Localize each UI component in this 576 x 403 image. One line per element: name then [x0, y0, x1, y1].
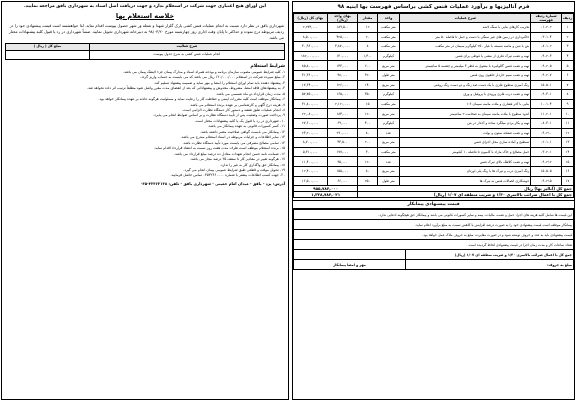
estimate-cell-code: ۰۹۰۲۰۵	[531, 61, 562, 71]
grand-total-value: ۱,۳۲۸,۷۸۴,۰۲۱	[294, 192, 358, 198]
estimate-cell-price: ۱۵۵,۰۰۰	[327, 166, 358, 176]
estimate-cell-unit: متر مکعب	[377, 42, 399, 52]
estimate-cell-total: ۸,۵۰۰,۰۰۰	[294, 32, 328, 42]
estimate-cell-code: ۱۵۰۵۰۱	[531, 80, 562, 90]
activity-desc-header: شرح فعالیت	[89, 44, 284, 50]
condition-item: ۱۷- هرگونه تغییر در مقادیر کار تا سقف ۲۵ درصد مجاز می باشد.	[189, 157, 285, 162]
condition-item: ۱۱- کسر کسورات قانونی به عهده پیمانکار می باشد.	[207, 124, 285, 129]
estimate-cell-total: ۲۳,۲۰۰,۰۰۰	[294, 128, 328, 138]
estimate-cell-code: ۰۳۰۱۰۴	[531, 32, 562, 42]
estimate-row	[294, 70, 574, 80]
estimate-cell-code: ۰۹۰۲۱۰	[531, 128, 562, 138]
proposal-body	[294, 210, 574, 250]
estimate-cell-unit: متر مکعب	[377, 32, 399, 42]
estimate-cell-total: ۳۰,۹۶۰,۰۰۰	[294, 42, 328, 52]
estimate-cell-qty: ۱۴۰	[358, 80, 378, 90]
condition-item: ۲۰- جهت کسب اطلاعات بیشتر با شماره ۰۳۵۳۲۴۶۰۰۰۰ تماس حاصل فرمایید.	[170, 173, 285, 178]
estimate-cell-qty: ۳۰	[358, 147, 378, 157]
condition-item: ۱- کلیه شرایط عمومی مصوب سازمان برنامه و بودجه همراه اسناد و مدارک پیمان جزء لاینفک پیمان می باشد.	[122, 69, 285, 74]
intro-paragraph: شهرداری باقق در نظر دارد نسبت به انجام عملیات فنس کشی پارک گلزار شهدا و شعله ور شهر حصول پیوست اقدام نماید. لذا خواهشمند است قیمت پیشنهادی خود را در ردیف مربوطه درج نموده و حداکثر تا پایان وقت اداری روز چهارشنبه مورخ ۹۸/۰۳/۲۰ به دبیرخانه شهرداری تحویل نمایید. ضمناً شهرداری در رد یا قبول کلیه پیشنهادات مختار می باشد.	[8, 23, 284, 40]
estimate-cell-desc: حمل مصالح و خاک مازاد با کامیون تا فاصله ۱۰ کیلومتر	[400, 147, 531, 157]
estimate-cell-desc: تهیه و نصب درب فلزی ورودی با پروفیل و ورق	[400, 90, 531, 100]
estimate-cell-price: ۱۳۰,۰۰۰	[327, 51, 358, 61]
estimate-cell-price: ۱۴۳,۰۰۰	[327, 61, 358, 71]
proposal-row	[294, 220, 574, 230]
estimate-cell-price: ۱۸۴,۰۰۰	[327, 109, 358, 119]
estimate-header-cell: ردیف	[561, 14, 573, 23]
condition-item: ۵- مدت زمان قرارداد دو ماه شمسی می باشد.	[215, 91, 285, 96]
estimate-cell-total: ۲۷,۶۰۰,۰۰۰	[294, 118, 328, 128]
estimate-cell-price: ۱۸۹,۵۰۰	[327, 23, 358, 33]
estimate-cell-qty: ۳۲۰	[358, 70, 378, 80]
condition-item: ۶- پیمانکار موظف است کلیه مقررات ایمنی و حفاظت کار را رعایت نماید و مسئولیت هرگونه حادثه بر عهده پیمانکار خواهد بود.	[98, 97, 285, 102]
grand-total-label: جمع کل با اعمال ضرائب بالاسری ۱/۳۰ و ضریب منطقه ای ۱/۰۷ (ریال)	[358, 192, 574, 198]
estimate-cell-price: ۲۹۰,۰۰۰	[327, 128, 358, 138]
condition-item: ۲- مبلغ سپرده شرکت در استعلام ۱۲۰/۰۰۰/۰۰۰ ریال می باشد که می بایست به حساب واریز گردد.	[140, 75, 285, 80]
estimate-cell-qty: ۲۰۰	[358, 138, 378, 148]
estimate-cell-n: ۳	[561, 42, 573, 52]
estimate-cell-price: ۹۵,۰۰۰	[327, 157, 358, 167]
estimate-row	[294, 128, 574, 138]
estimate-cell-unit: عدد	[377, 128, 399, 138]
proposal-row	[294, 240, 574, 250]
estimate-cell-price: ۳,۸۷۰,۰۰۰	[327, 42, 358, 52]
estimate-cell-n: ۴	[561, 51, 573, 61]
estimate-cell-desc: تهیه و نصب صفحه ستون و بولت	[400, 128, 531, 138]
estimate-row	[294, 90, 574, 100]
estimate-header-row	[294, 14, 574, 23]
estimate-cell-n: ۱	[561, 23, 573, 33]
estimate-cell-desc: تسطیح و آماده سازی محل اجرای فنس	[400, 138, 531, 148]
estimate-cell-code: ۰۹۰۲۰۳	[531, 51, 562, 61]
estimate-cell-qty: ۸۰	[358, 166, 378, 176]
estimate-cell-price: ۶۹,۰۰۰	[327, 118, 358, 128]
estimate-cell-unit: متر مکعب	[377, 147, 399, 157]
estimate-cell-price: ۴۳,۵۰۰	[327, 138, 358, 148]
estimate-cell-price: ۹۸,۰۰۰	[327, 70, 358, 80]
condition-item: ۳- پیشنهاد دهنده باید تمام اوراق استعلام را امضا و مهر نماید و ضمیمه پیشنهاد تسلیم کند.	[153, 80, 285, 85]
condition-item: ۹- پرداخت صورت وضعیت پس از تأیید دستگاه نظارت و بر اساس ضوابط انجام می پذیرد.	[152, 113, 285, 118]
estimate-cell-code: ۰۹۰۲۰۷	[531, 70, 562, 80]
estimate-cell-desc: تهیه و نصب کلاهک بالای تیرک فنس	[400, 157, 531, 167]
condition-item: ۸- انجام عملیات طبق نقشه و دستور کار دستگاه نظارت الزامی است.	[182, 107, 285, 112]
estimate-cell-qty: ۸	[358, 42, 378, 52]
sum-label: جمع کل (آنالیز بها) ریال	[358, 186, 574, 192]
estimate-cell-total: ۱۲,۴۰۰,۰۰۰	[294, 166, 328, 176]
estimate-table	[293, 13, 574, 198]
estimate-cell-price: ۴۲۵,۰۰۰	[327, 32, 358, 42]
estimate-cell-code: ۰۹۰۲۱۲	[531, 157, 562, 167]
proposal-total-row	[294, 250, 574, 260]
estimate-cell-price: ۱۲۶,۰۰۰	[327, 80, 358, 90]
proposal-text: پیمانکار موظف است قیمت پیشنهادی خود را به صورت درصد افزایش یا کاهش نسبت به مبلغ برآورد اعلام نماید.	[294, 220, 574, 230]
estimate-cell-desc: بتن با شن و ماسه شسته با عیار ۲۵۰ کیلوگرم سیمان در متر مکعب	[400, 42, 531, 52]
estimate-cell-qty: ۴۰۰	[358, 118, 378, 128]
estimate-cell-qty: ۱۲۰	[358, 109, 378, 119]
activity-table	[5, 43, 285, 59]
condition-item: ۱۵- برنده استعلام موظف است ظرف مدت هفت روز نسبت به انعقاد قرارداد اقدام نماید.	[153, 146, 285, 151]
estimate-cell-qty: ۱۲۰	[358, 157, 378, 167]
proposal-total-value[interactable]	[294, 250, 406, 260]
estimate-cell-unit: متر مربع	[377, 166, 399, 176]
estimate-cell-desc: تهیه و نصب سیم خاردار حلقوی روی فنس	[400, 70, 531, 80]
proposal-text: این قیمت ها شامل کلیه هزینه های اجرا، حمل و نصب، مالیات، بیمه و سایر کسورات قانونی می باشد و پیمانکار حق هیچگونه ادعایی ندارد.	[294, 210, 574, 220]
estimate-cell-price: ۱۶۵,۰۰۰	[327, 90, 358, 100]
estimate-cell-total: ۳۱,۸۰۰,۰۰۰	[294, 99, 328, 109]
estimate-cell-desc: تهیه و نصب فنس گالوانیزه با مفتول به قطر ۳ میلیمتر و چشمه ۵ سانتیمتر	[400, 61, 531, 71]
estimate-cell-code: ۰۳۰۲۰۱	[531, 147, 562, 157]
estimate-cell-unit: متر مکعب	[377, 99, 399, 109]
estimate-header-cell: واحد	[377, 14, 399, 23]
estimate-row	[294, 32, 574, 42]
estimate-cell-n: ۹	[561, 99, 573, 109]
estimate-cell-total: ۱۱,۴۰۰,۰۰۰	[294, 157, 328, 167]
estimate-header-cell: شماره ردیف فهرست	[531, 14, 562, 23]
estimate-cell-desc: رنگ آمیزی درب و تیرک ها با رنگ پلی اورتان	[400, 166, 531, 176]
estimate-row	[294, 118, 574, 128]
grand-total-row	[294, 192, 574, 198]
estimate-cell-n: ۸	[561, 90, 573, 100]
proposal-text: تعداد ساعات کار و مدت زمان اجرا در قیمت پیشنهادی لحاظ گردیده است.	[294, 240, 574, 250]
activity-amount-cell	[6, 50, 90, 59]
proposal-word-row	[294, 260, 574, 270]
estimate-cell-qty: ۱۲	[358, 23, 378, 33]
estimate-cell-desc: تهیه و نصب تیرک فلزی از نبشی یا قوطی برای فنس	[400, 51, 531, 61]
condition-item: ۱۹- تحویل موقت و قطعی طبق شرایط عمومی پیمان انجام می گیرد.	[183, 167, 285, 172]
estimate-cell-qty: ۱۵	[358, 99, 378, 109]
estimate-cell-unit: متر مربع	[377, 61, 399, 71]
estimate-cell-unit: کیلوگرم	[377, 51, 399, 61]
estimate-row	[294, 176, 574, 186]
estimate-cell-code: ۱۱۰۲۰۱	[531, 109, 562, 119]
estimate-cell-qty: ۳۵۰	[358, 90, 378, 100]
condition-item: ۷- هزینه درج آگهی و کارشناسی بر عهده برنده استعلام می باشد.	[189, 102, 285, 107]
estimate-cell-total: ۱۶,۵۰۰,۰۰۰	[294, 176, 328, 186]
estimate-cell-total: ۸۵,۸۰۰,۰۰۰	[294, 61, 328, 71]
sum-value: ۹۵۵,۷۸۴,۰۰۰	[294, 186, 358, 192]
activity-desc-cell: انجام عملیات فنس کشی به شرح جدول پیوست	[89, 50, 284, 59]
estimate-body	[294, 23, 574, 186]
estimate-cell-n: ۵	[561, 61, 573, 71]
estimate-header-cell: شرح عملیات	[400, 14, 531, 23]
address-line: آدرس: یزد - باقق - میدان امام خمینی - شهرداری باقق - تلفن: ۳۲۴۶۲۱۳۸-۰۳۵	[140, 180, 285, 186]
conditions-title: شرایط استعلام	[250, 63, 285, 69]
estimate-cell-n: ۱۰	[561, 109, 573, 119]
estimate-cell-qty: ۱,۴۰۰	[358, 51, 378, 61]
estimate-cell-total: ۲۲,۰۸۰,۰۰۰	[294, 109, 328, 119]
estimate-cell-n: ۱۳	[561, 138, 573, 148]
estimate-cell-price: ۶۶,۰۰۰	[327, 176, 358, 186]
estimate-cell-code: ۰۱۰۲۰۲	[531, 23, 562, 33]
estimate-cell-code: ۰۸۰۱۰۲	[531, 42, 562, 52]
estimate-cell-qty: ۲۰	[358, 32, 378, 42]
estimate-cell-desc: اندود سطوح با ملات ماسه سیمان به ضخامت ۲ سانتیمتر	[400, 109, 531, 119]
estimate-cell-n: ۲	[561, 32, 573, 42]
estimate-row	[294, 23, 574, 33]
estimate-cell-n: ۱۵	[561, 157, 573, 167]
estimate-cell-total: ۵۷,۷۵۰,۰۰۰	[294, 90, 328, 100]
estimate-cell-desc: تخریب کارهای بنایی با سنگ لاشه	[400, 23, 531, 33]
proposal-title: قیمت پیشنهادی پیمانکار	[293, 200, 574, 209]
estimate-cell-n: ۷	[561, 80, 573, 90]
estimate-cell-unit: کیلوگرم	[377, 90, 399, 100]
stamp-label: مهر و امضا پیمانکار	[294, 260, 406, 270]
estimate-row	[294, 109, 574, 119]
estimate-cell-total: ۲,۲۷۴,۰۰۰	[294, 23, 328, 33]
estimate-cell-unit: متر مکعب	[377, 23, 399, 33]
estimate-cell-total: ۳۱,۳۶۰,۰۰۰	[294, 70, 328, 80]
condition-item: ۱۰- شهرداری در رد یا قبول یک یا کلیه پیشنهادات مختار است.	[194, 118, 285, 123]
estimate-row	[294, 61, 574, 71]
estimate-cell-code: ۰۹۰۲۱۵	[531, 176, 562, 186]
proposal-row	[294, 210, 574, 220]
estimate-cell-unit: عدد	[377, 157, 399, 167]
estimate-cell-n: ۶	[561, 70, 573, 80]
condition-item: ۴- به پیشنهادهای فاقد امضا، مشروط، مخدوش و پیشنهاداتی که بعد از انقضای مدت مقرر واصل شود مطلقاً ترتیب اثر داده نخواهد شد.	[86, 86, 285, 91]
estimate-cell-n: ۱۶	[561, 166, 573, 176]
estimate-cell-desc: بنایی با آجر فشاری و ملات ماسه سیمان ۱:۶	[400, 99, 531, 109]
estimate-cell-code: ۰۸۰۳۰۱	[531, 118, 562, 128]
condition-item: ۱۳- سایر اطلاعات و جزئیات مربوطه در اسناد استعلام مندرج می باشد.	[180, 135, 285, 140]
estimate-row	[294, 80, 574, 90]
estimate-cell-price: ۲,۱۲۰,۰۰۰	[327, 99, 358, 109]
inquiry-summary-panel	[1, 1, 289, 400]
proposal-row	[294, 230, 574, 240]
estimate-cell-desc: خاکبرداری در زمین های غیر سنگی با دست و حمل تا فاصله ۵۰ متر	[400, 32, 531, 42]
estimate-row	[294, 147, 574, 157]
estimate-cell-unit: متر طول	[377, 176, 399, 186]
estimate-cell-unit: متر مربع	[377, 80, 399, 90]
condition-item: ۱۴- تمامی مصالح مصرفی می بایست مورد تأیید دستگاه نظارت باشد.	[182, 140, 285, 145]
estimate-cell-desc: رنگ آمیزی سطوح فلزی با یک دست ضد زنگ و دو دست رنگ روغنی	[400, 80, 531, 90]
proposal-table	[293, 209, 574, 270]
estimate-cell-unit: متر طول	[377, 70, 399, 80]
estimate-title: فرم آنالیزبها و برآورد عملیات فنس کشی براساس فهرست بها ابنیه ۹۸	[293, 2, 574, 13]
estimate-row	[294, 99, 574, 109]
estimate-cell-code: ۱۵۰۵۰۵	[531, 166, 562, 176]
document-title: خلاصه استعلام بها	[115, 12, 175, 20]
estimate-cell-desc: جوشکاری اتصالات فنس به تیرک ها	[400, 176, 531, 186]
proposal-word-label: مبلغ به حروف:	[406, 260, 574, 270]
estimate-cell-total: ۸,۷۰۰,۰۰۰	[294, 138, 328, 148]
condition-item: ۱۶- ضمانت نامه حسن انجام تعهدات معادل ده درصد مبلغ قرارداد می باشد.	[173, 151, 285, 156]
proposal-text: قیمت پیشنهادی باید به عدد و حروف نوشته شود و در صورت مغایرت، مبلغ به حروف ملاک عمل خواهد بود.	[294, 230, 574, 240]
estimate-row	[294, 51, 574, 61]
estimate-header-cell: بهای واحد (ریال)	[327, 14, 358, 23]
estimate-cell-unit: متر مربع	[377, 138, 399, 148]
estimate-cell-unit: متر مربع	[377, 109, 399, 119]
estimate-header-cell: مقدار	[358, 14, 378, 23]
estimate-cell-total: ۱۸۲,۰۰۰,۰۰۰	[294, 51, 328, 61]
estimate-cell-price: ۱۷۷,۰۰۰	[327, 147, 358, 157]
estimate-cell-n: ۱۴	[561, 147, 573, 157]
estimate-cell-n: ۱۲	[561, 128, 573, 138]
top-note: این اوراق هیچ اعتباری جهت شرکت در استعلام ندارد و جهت دریافت اصل اسناد به شهرداری باقق مراجعه نمایید.	[23, 4, 267, 9]
condition-item: ۱۸- پیمانکار حق واگذاری کار به غیر را ندارد.	[219, 162, 285, 167]
estimate-row	[294, 166, 574, 176]
estimate-cell-qty: ۸۰	[358, 128, 378, 138]
estimate-cell-code: ۰۲۰۱۰۱	[531, 138, 562, 148]
estimate-row	[294, 42, 574, 52]
estimate-cell-total: ۱۷,۶۴۰,۰۰۰	[294, 80, 328, 90]
estimate-row	[294, 157, 574, 167]
estimate-cell-unit: کیلوگرم	[377, 118, 399, 128]
estimate-cell-code: ۱۰۰۱۰۴	[531, 99, 562, 109]
estimate-cell-desc: تهیه و بکار بردن میلگرد ساده و آجدار در بتن	[400, 118, 531, 128]
estimate-row	[294, 138, 574, 148]
estimate-form-panel	[292, 1, 575, 400]
estimate-cell-code: ۰۹۰۳۰۱	[531, 90, 562, 100]
estimate-cell-qty: ۶۰۰	[358, 61, 378, 71]
conditions-list	[5, 70, 285, 179]
proposal-total-label: جمع کل با اعمال ضرائب بالاسری ۱/۳۰ و ضریب منطقه ای ۱/۰۷ (ریال)	[406, 250, 574, 260]
estimate-cell-total: ۵,۳۱۰,۰۰۰	[294, 147, 328, 157]
estimate-cell-n: ۱۷	[561, 176, 573, 186]
condition-item: ۱۲- پیمانکار می بایست گواهی صلاحیت معتبر داشته باشد.	[199, 129, 285, 134]
estimate-header-cell: بهای کل (ریال)	[294, 14, 328, 23]
estimate-cell-qty: ۲۵۰	[358, 176, 378, 186]
activity-amount-header: مبلغ کل ( ریال )	[6, 44, 90, 50]
estimate-cell-n: ۱۱	[561, 118, 573, 128]
